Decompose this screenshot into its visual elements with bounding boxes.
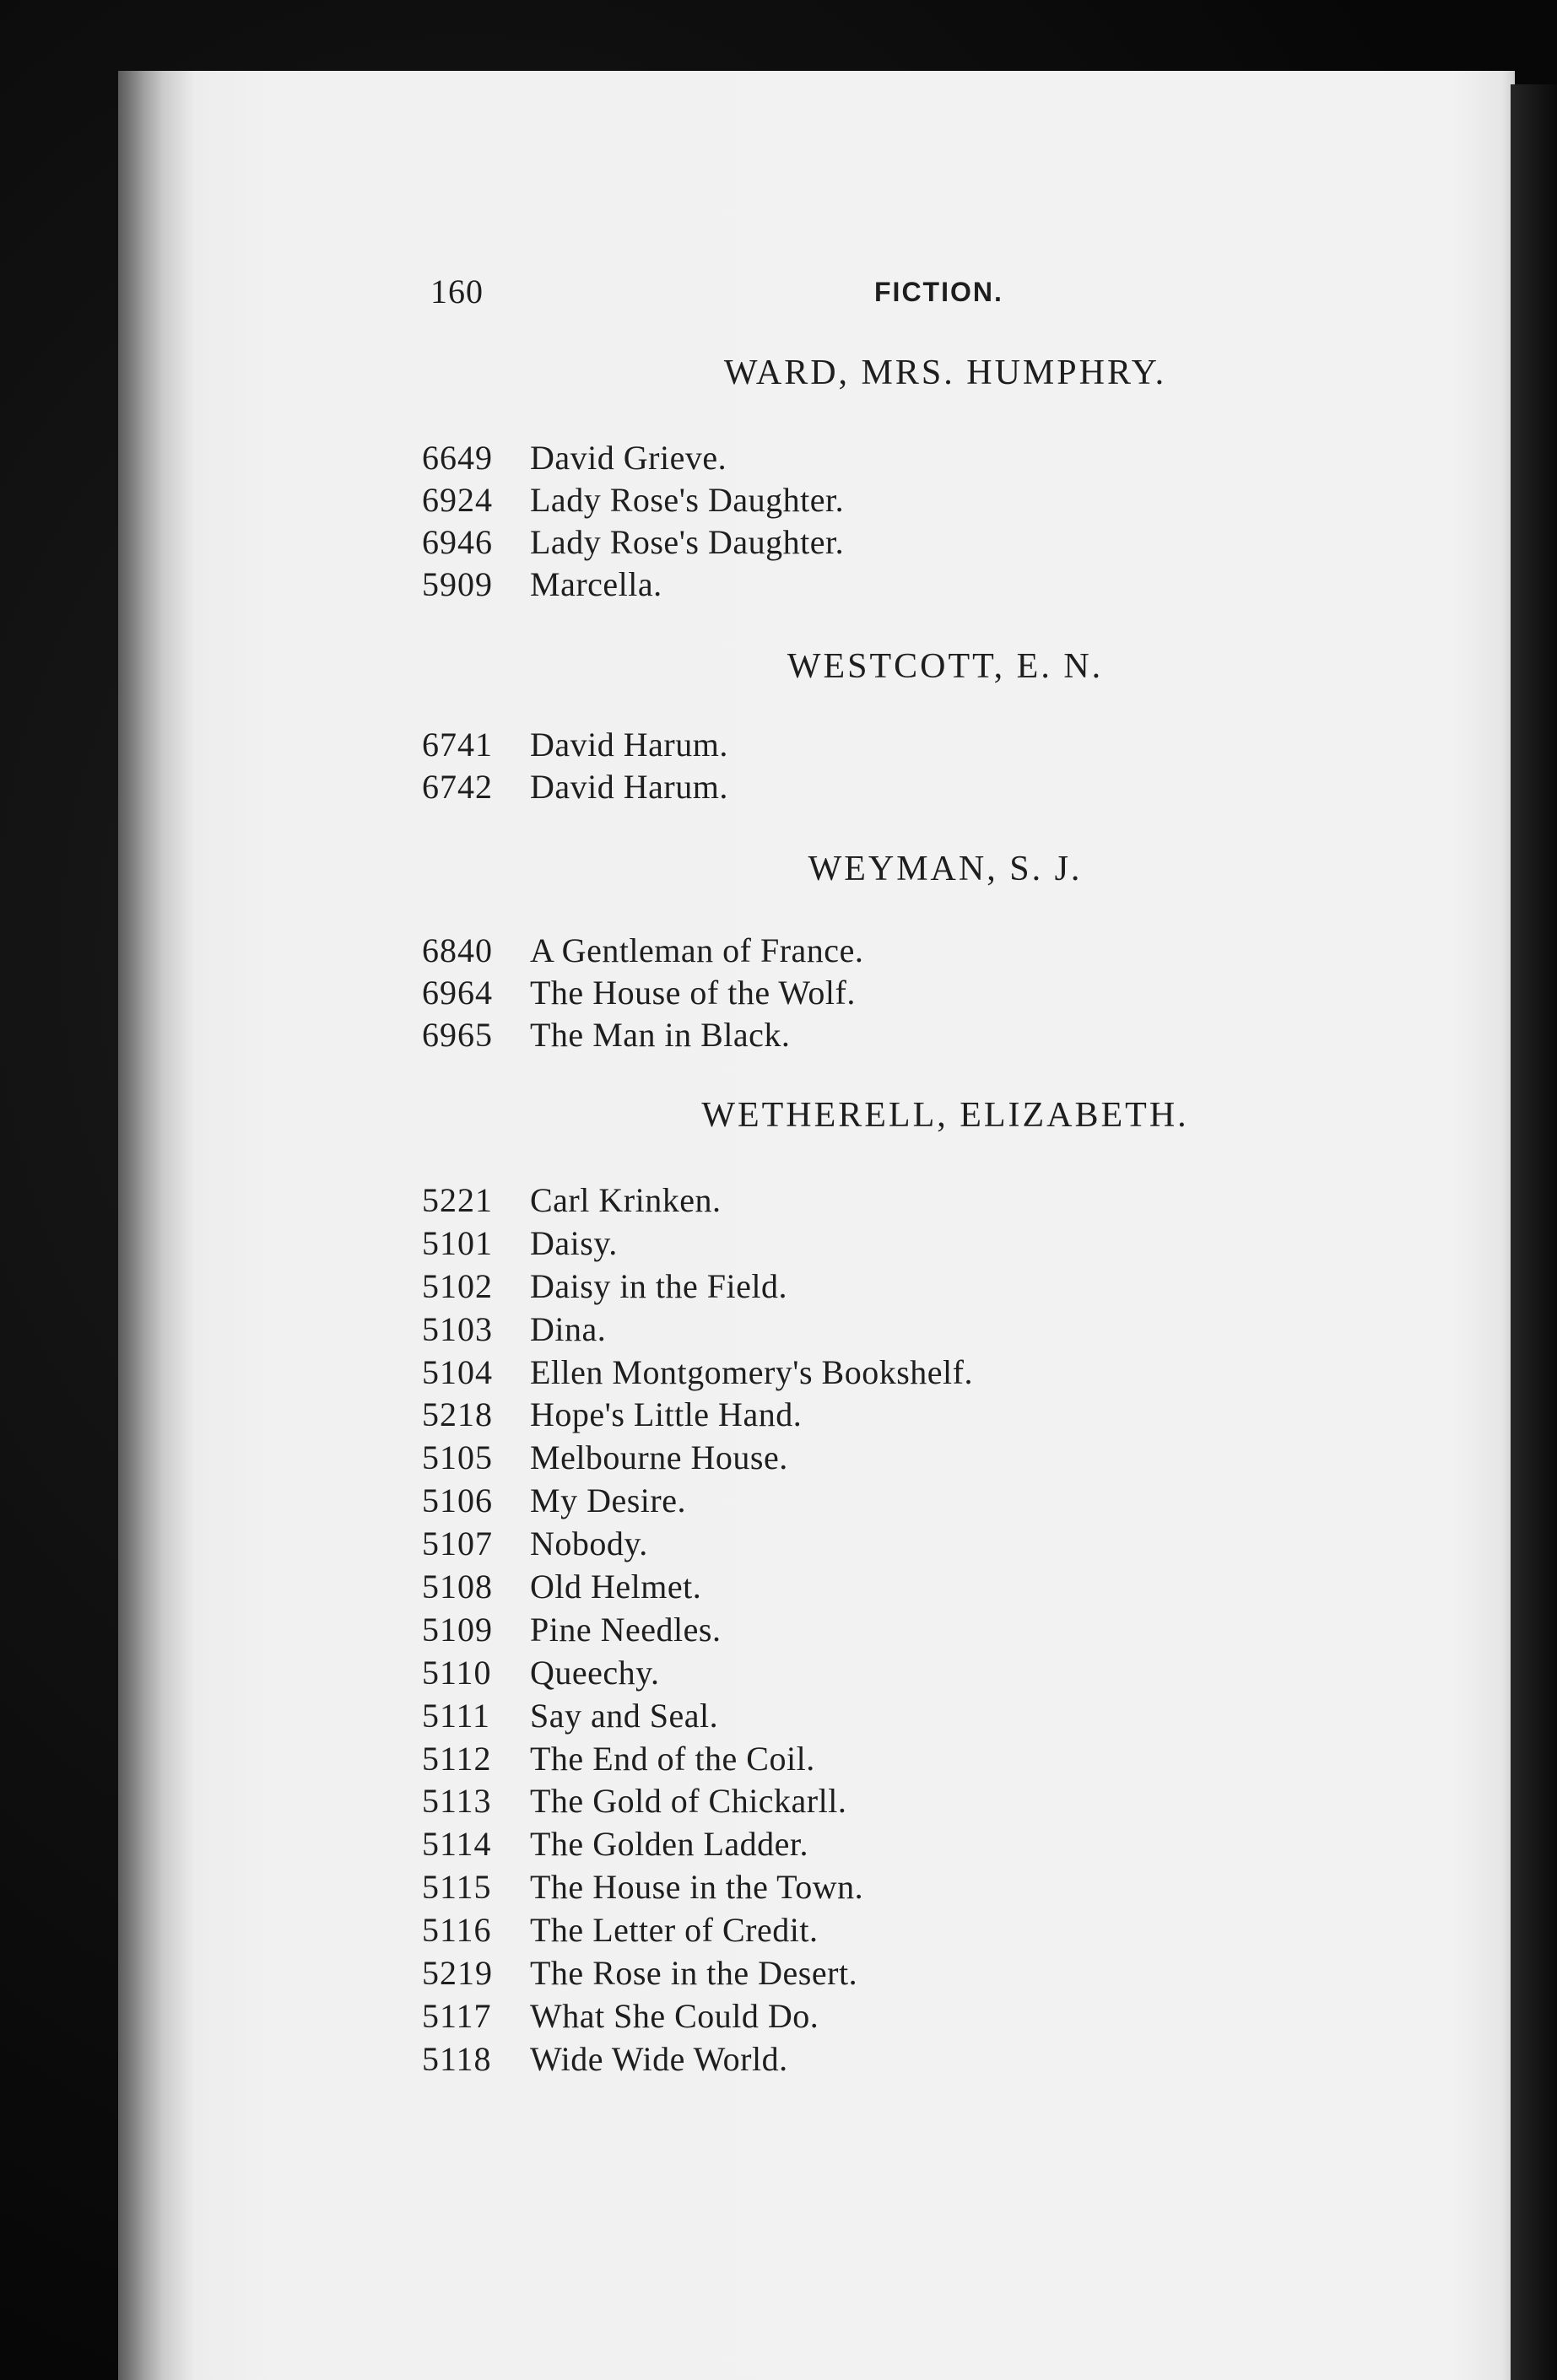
catalog-number: 5118 <box>422 2039 492 2078</box>
book-title: Nobody. <box>530 1525 648 1563</box>
entry-list-westcott <box>422 724 1350 808</box>
running-head <box>430 272 1325 314</box>
catalog-number: 5107 <box>422 1525 493 1563</box>
catalog-number: 5105 <box>422 1438 493 1477</box>
book-title: The Rose in the Desert. <box>530 1954 858 1993</box>
list-item <box>422 1909 1350 1952</box>
list-item <box>422 521 1350 564</box>
book-title: The House in the Town. <box>530 1868 864 1907</box>
list-item <box>422 1352 1350 1395</box>
book-title: Queechy. <box>530 1653 660 1692</box>
book-title: The House of the Wolf. <box>530 974 856 1012</box>
catalog-number: 5101 <box>422 1223 493 1262</box>
book-title: The End of the Coil. <box>530 1739 815 1778</box>
book-title: Lady Rose's Daughter. <box>530 481 845 519</box>
list-item <box>422 1652 1350 1695</box>
book-title: Old Helmet. <box>530 1568 702 1606</box>
page-number: 160 <box>430 273 484 310</box>
list-item <box>422 1695 1350 1738</box>
catalog-number: 5106 <box>422 1481 493 1520</box>
book-title: Say and Seal. <box>530 1696 719 1735</box>
book-title: David Harum. <box>530 768 728 806</box>
list-item <box>422 1823 1350 1866</box>
list-item <box>422 1394 1350 1437</box>
book-title: The Man in Black. <box>530 1016 791 1054</box>
catalog-number: 6965 <box>422 1016 493 1054</box>
catalog-number: 5114 <box>422 1825 492 1864</box>
list-item <box>422 972 1350 1014</box>
list-item <box>422 1995 1350 2038</box>
running-title: FICTION. <box>874 277 1003 307</box>
book-title: My Desire. <box>530 1481 686 1520</box>
list-item <box>422 1609 1350 1652</box>
book-title: The Gold of Chickarll. <box>530 1782 847 1821</box>
catalog-number: 5102 <box>422 1266 493 1305</box>
catalog-number: 5112 <box>422 1739 492 1778</box>
catalog-number: 5116 <box>422 1911 492 1950</box>
catalog-number: 5104 <box>422 1352 493 1391</box>
book-title: Hope's Little Hand. <box>530 1395 803 1434</box>
catalog-number: 5115 <box>422 1868 492 1907</box>
catalog-number: 5221 <box>422 1181 493 1219</box>
list-item <box>422 437 1350 479</box>
catalog-number: 6741 <box>422 726 493 764</box>
list-item <box>422 930 1350 972</box>
catalog-number: 6649 <box>422 439 493 477</box>
book-title: David Grieve. <box>530 439 727 477</box>
list-item <box>422 1780 1350 1823</box>
book-title: Carl Krinken. <box>530 1181 722 1219</box>
book-title: David Harum. <box>530 726 728 764</box>
author-heading-weyman: WEYMAN, S. J. <box>808 850 1083 888</box>
book-title: Daisy. <box>530 1223 618 1262</box>
book-title: Lady Rose's Daughter. <box>530 523 845 561</box>
author-heading-westcott: WESTCOTT, E. N. <box>787 647 1104 686</box>
book-title: A Gentleman of France. <box>530 931 864 969</box>
list-item <box>422 1014 1350 1056</box>
catalog-number: 5113 <box>422 1782 492 1821</box>
list-item <box>422 1566 1350 1609</box>
list-item <box>422 1309 1350 1352</box>
catalog-number: 5909 <box>422 565 493 603</box>
list-item <box>422 1179 1350 1222</box>
list-item <box>422 766 1350 808</box>
catalog-number: 5109 <box>422 1610 493 1649</box>
list-item <box>422 1866 1350 1909</box>
book-title: What She Could Do. <box>530 1996 819 2035</box>
entry-list-weyman <box>422 930 1350 1056</box>
catalog-number: 5111 <box>422 1696 491 1735</box>
book-title: The Letter of Credit. <box>530 1911 819 1950</box>
book-title: Marcella. <box>530 565 662 603</box>
catalog-number: 6840 <box>422 931 493 969</box>
book-title: Melbourne House. <box>530 1438 788 1477</box>
catalog-number: 5219 <box>422 1954 493 1993</box>
author-heading-ward: WARD, MRS. HUMPHRY. <box>723 353 1167 392</box>
catalog-number: 6742 <box>422 768 493 806</box>
catalog-number: 5103 <box>422 1309 493 1348</box>
list-item <box>422 1266 1350 1309</box>
book-title: Dina. <box>530 1309 607 1348</box>
catalog-number: 6964 <box>422 974 493 1012</box>
entry-list-ward <box>422 437 1350 606</box>
book-title: Ellen Montgomery's Bookshelf. <box>530 1352 973 1391</box>
book-title: Pine Needles. <box>530 1610 722 1649</box>
author-heading-wetherell: WETHERELL, ELIZABETH. <box>701 1096 1189 1135</box>
list-item <box>422 2038 1350 2081</box>
catalog-number: 5108 <box>422 1568 493 1606</box>
entry-list-wetherell <box>422 1179 1350 2081</box>
catalog-number: 6924 <box>422 481 493 519</box>
catalog-number: 5218 <box>422 1395 493 1434</box>
catalog-number: 5110 <box>422 1653 492 1692</box>
list-item <box>422 1480 1350 1523</box>
book-title: Wide Wide World. <box>530 2039 788 2078</box>
list-item <box>422 1437 1350 1480</box>
catalog-number: 6946 <box>422 523 493 561</box>
list-item <box>422 1523 1350 1566</box>
book-title: Daisy in the Field. <box>530 1266 788 1305</box>
list-item <box>422 564 1350 606</box>
list-item <box>422 1952 1350 1995</box>
catalog-number: 5117 <box>422 1996 492 2035</box>
list-item <box>422 724 1350 766</box>
list-item <box>422 1738 1350 1781</box>
list-item <box>422 1222 1350 1266</box>
list-item <box>422 479 1350 521</box>
book-title: The Golden Ladder. <box>530 1825 808 1864</box>
